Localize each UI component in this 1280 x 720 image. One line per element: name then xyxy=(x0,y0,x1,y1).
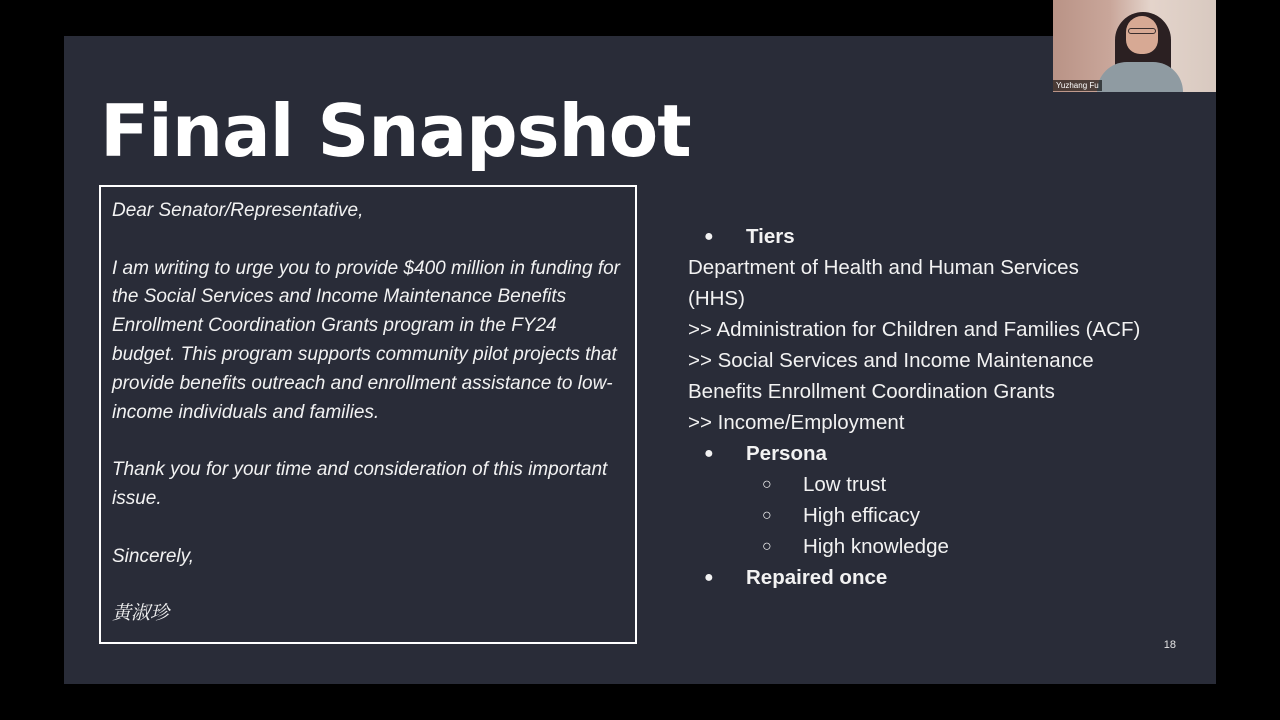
persona-item xyxy=(688,531,1208,562)
bullet-hollow-icon: ○ xyxy=(762,538,772,555)
list-item-persona xyxy=(688,438,1208,469)
tier-line: >> Administration for Children and Families (ACF) xyxy=(688,318,1141,341)
participant-body xyxy=(1097,62,1183,92)
letter-thanks: Thank you for your time and consideration of this important issue. xyxy=(112,459,608,509)
tier-line: >> Social Services and Income Maintenance xyxy=(688,349,1094,372)
notes-list xyxy=(688,221,1208,593)
persona-item-label: High knowledge xyxy=(803,535,949,558)
tier-line: Benefits Enrollment Coordination Grants xyxy=(688,380,1055,403)
repaired-label: Repaired once xyxy=(746,566,888,589)
bullet-filled-icon: ● xyxy=(704,445,714,462)
list-item-repaired xyxy=(688,562,1208,593)
tier-line: >> Income/Employment xyxy=(688,411,905,434)
bullet-hollow-icon: ○ xyxy=(762,476,772,493)
persona-label: Persona xyxy=(746,442,827,465)
letter-signature: 黃淑珍 xyxy=(112,603,170,625)
persona-item xyxy=(688,469,1208,500)
glasses-icon xyxy=(1128,28,1156,34)
slide-title: Final Snapshot xyxy=(100,89,691,173)
page-number: 18 xyxy=(1163,639,1176,651)
persona-item-label: High efficacy xyxy=(803,504,920,527)
bullet-filled-icon: ● xyxy=(704,569,714,586)
tier-line: Department of Health and Human Services xyxy=(688,256,1079,279)
letter-closing: Sincerely, xyxy=(112,545,195,567)
tier-line: (HHS) xyxy=(688,287,745,310)
tiers-label: Tiers xyxy=(746,225,795,248)
letter-body: I am writing to urge you to provide $400 million in funding for the Social Services and Income Maintenance Benefits Enrollment Coordination Grants program in the FY24 budget. This program supports community pilot projects that provide benefits outreach and enrollment assistance to low-income individuals and families. xyxy=(112,257,620,423)
presentation-slide xyxy=(64,36,1216,684)
list-item-tiers xyxy=(688,221,1208,252)
letter-salutation: Dear Senator/Representative, xyxy=(112,200,364,221)
bullet-hollow-icon: ○ xyxy=(762,507,772,524)
persona-item xyxy=(688,500,1208,531)
participant-face xyxy=(1126,16,1158,54)
participant-name-label: Yuzhang Fu xyxy=(1053,80,1102,91)
bullet-filled-icon: ● xyxy=(704,228,714,245)
persona-item-label: Low trust xyxy=(803,473,887,496)
webcam-thumbnail[interactable] xyxy=(1053,0,1216,92)
letter-text-box xyxy=(99,185,637,644)
